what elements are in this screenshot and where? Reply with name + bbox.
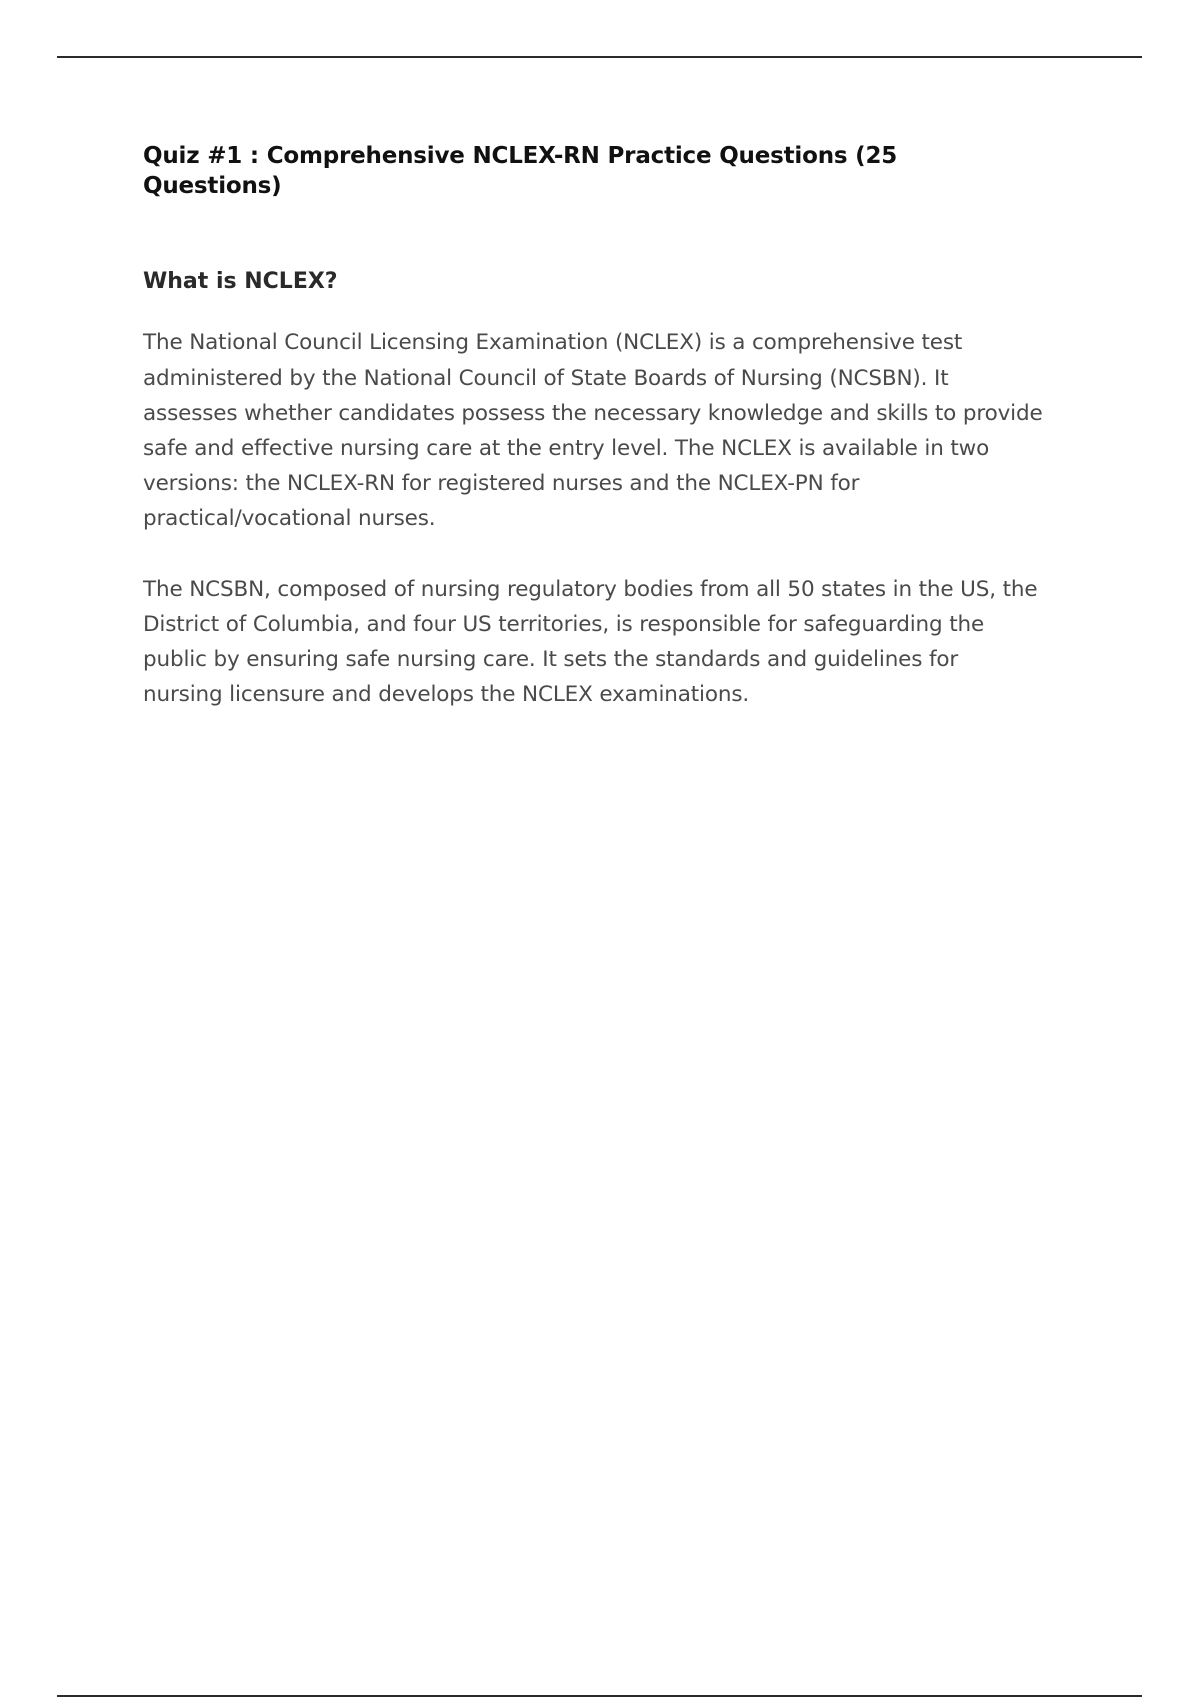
document-title: Quiz #1 : Comprehensive NCLEX-RN Practice Questions (25 Questions) <box>143 143 898 199</box>
section-heading: What is NCLEX? <box>143 268 338 294</box>
body-paragraph-nclex-overview: The National Council Licensing Examination (NCLEX) is a comprehensive test administered by the National Council of State Boards of Nursing (NCSBN). It assesses whether candidates possess the necessary knowledge and skills to provide safe and effective nursing care at the entry level. The NCLEX is available in two versions: the NCLEX-RN for registered nurses and the NCLEX-PN for practical/vocational nurses. <box>143 330 1043 532</box>
top-divider <box>57 56 1142 58</box>
document-content <box>143 142 1043 712</box>
bottom-divider <box>57 1695 1142 1697</box>
body-paragraph-ncsbn: The NCSBN, composed of nursing regulatory bodies from all 50 states in the US, the District of Columbia, and four US territories, is responsible for safeguarding the public by ensuring safe nursing care. It sets the standards and guidelines for nursing licensure and develops the NCLEX examinations. <box>143 576 1038 708</box>
